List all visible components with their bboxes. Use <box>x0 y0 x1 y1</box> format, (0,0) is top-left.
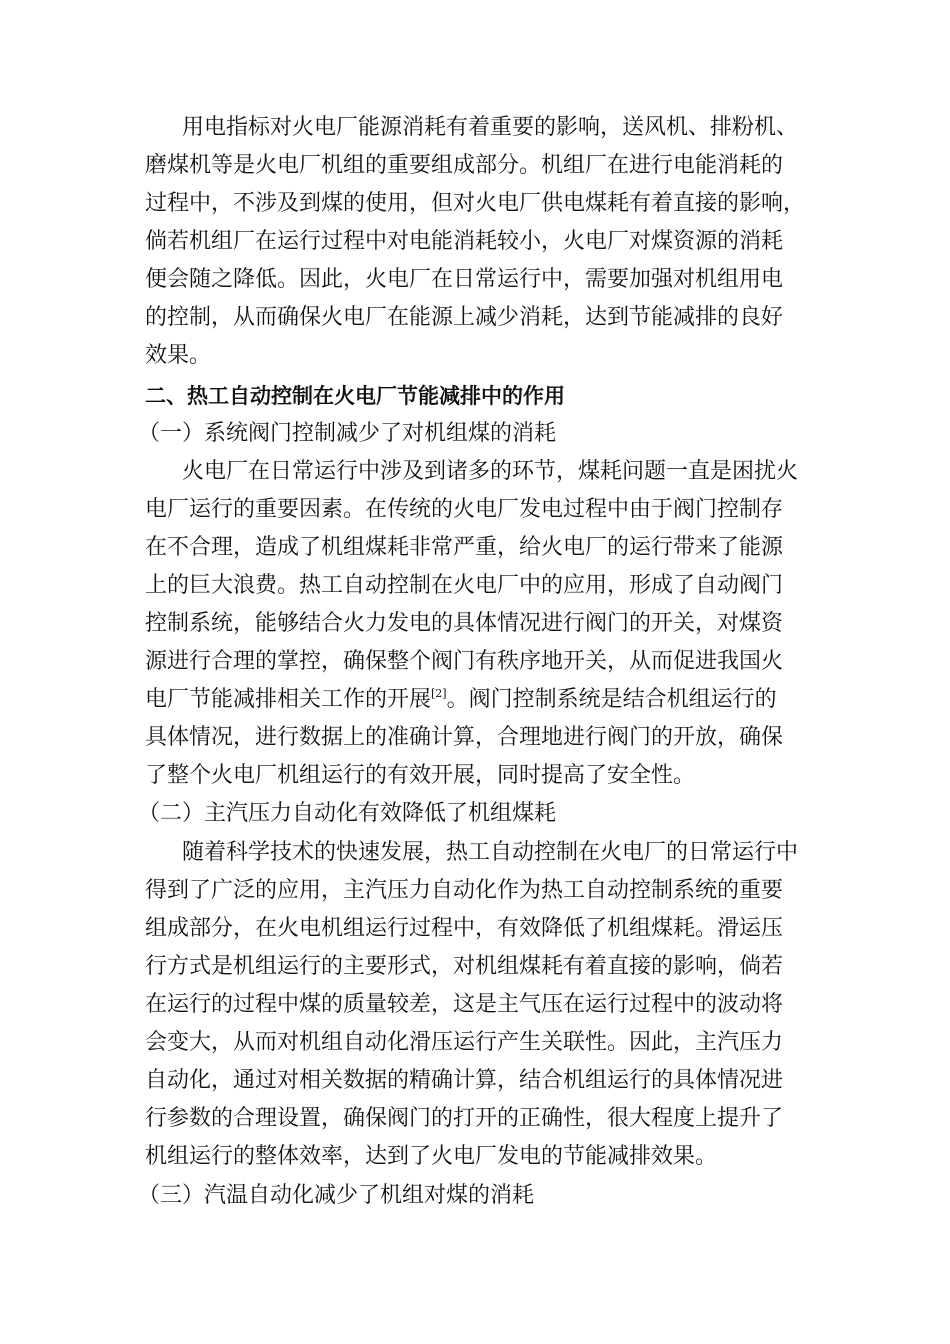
paragraph-line: 在运行的过程中煤的质量较差，这是主气压在运行过程中的波动将 <box>145 992 784 1017</box>
paragraph-line: 源进行合理的掌控，确保整个阀门有秩序地开关，从而促进我国火 <box>145 649 784 674</box>
paragraph-line: 得到了广泛的应用，主汽压力自动化作为热工自动控制系统的重要 <box>145 878 784 903</box>
subsection-heading: （三）汽温自动化减少了机组对煤的消耗 <box>138 1183 535 1208</box>
paragraph-line: 自动化，通过对相关数据的精确计算，结合机组运行的具体情况进 <box>145 1068 784 1093</box>
paragraph-line: 效果。 <box>145 343 212 368</box>
paragraph-line: 的控制，从而确保火电厂在能源上减少消耗，达到节能减排的良好 <box>145 305 784 330</box>
paragraph-line: 用电指标对火电厂能源消耗有着重要的影响，送风机、排粉机、 <box>182 115 799 140</box>
text-segment: 。阀门控制系统是结合机组运行的 <box>446 687 777 712</box>
paragraph-line: 控制系统，能够结合火力发电的具体情况进行阀门的开关，对煤资 <box>145 611 784 636</box>
paragraph-line: 行方式是机组运行的主要形式，对机组煤耗有着直接的影响，倘若 <box>145 954 784 979</box>
paragraph-line: 在不合理，造成了机组煤耗非常严重，给火电厂的运行带来了能源 <box>145 535 784 560</box>
section-heading: 二、热工自动控制在火电厂节能减排中的作用 <box>145 384 565 408</box>
paragraph-line: 行参数的合理设置，确保阀门的打开的正确性，很大程度上提升了 <box>145 1106 784 1131</box>
paragraph-line: 过程中，不涉及到煤的使用，但对火电厂供电煤耗有着直接的影响， <box>145 191 806 216</box>
paragraph-line: 会变大，从而对机组自动化滑压运行产生关联性。因此，主汽压力 <box>145 1030 784 1055</box>
subsection-heading: （二）主汽压力自动化有效降低了机组煤耗 <box>138 801 557 826</box>
paragraph-line <box>145 686 777 714</box>
paragraph-line: 磨煤机等是火电厂机组的重要组成部分。机组厂在进行电能消耗的 <box>145 153 784 178</box>
citation-marker: [2] <box>431 687 447 700</box>
paragraph-line: 具体情况，进行数据上的准确计算，合理地进行阀门的开放，确保 <box>145 725 784 750</box>
paragraph-line: 了整个火电厂机组运行的有效开展，同时提高了安全性。 <box>145 763 696 788</box>
paragraph-line: 组成部分，在火电机组运行过程中，有效降低了机组煤耗。滑运压 <box>145 916 784 941</box>
paragraph-line: 随着科学技术的快速发展，热工自动控制在火电厂的日常运行中 <box>182 840 799 865</box>
paragraph-line: 倘若机组厂在运行过程中对电能消耗较小，火电厂对煤资源的消耗 <box>145 229 784 254</box>
paragraph-line: 火电厂在日常运行中涉及到诸多的环节，煤耗问题一直是困扰火 <box>182 459 799 484</box>
paragraph-line: 便会随之降低。因此，火电厂在日常运行中，需要加强对机组用电 <box>145 267 784 292</box>
paragraph-line: 机组运行的整体效率，达到了火电厂发电的节能减排效果。 <box>145 1144 718 1169</box>
text-segment: 电厂节能减排相关工作的开展 <box>145 687 432 712</box>
subsection-heading: （一）系统阀门控制减少了对机组煤的消耗 <box>138 421 557 446</box>
paragraph-line: 电厂运行的重要因素。在传统的火电厂发电过程中由于阀门控制存 <box>145 497 784 522</box>
paragraph-line: 上的巨大浪费。热工自动控制在火电厂中的应用，形成了自动阀门 <box>145 573 784 598</box>
